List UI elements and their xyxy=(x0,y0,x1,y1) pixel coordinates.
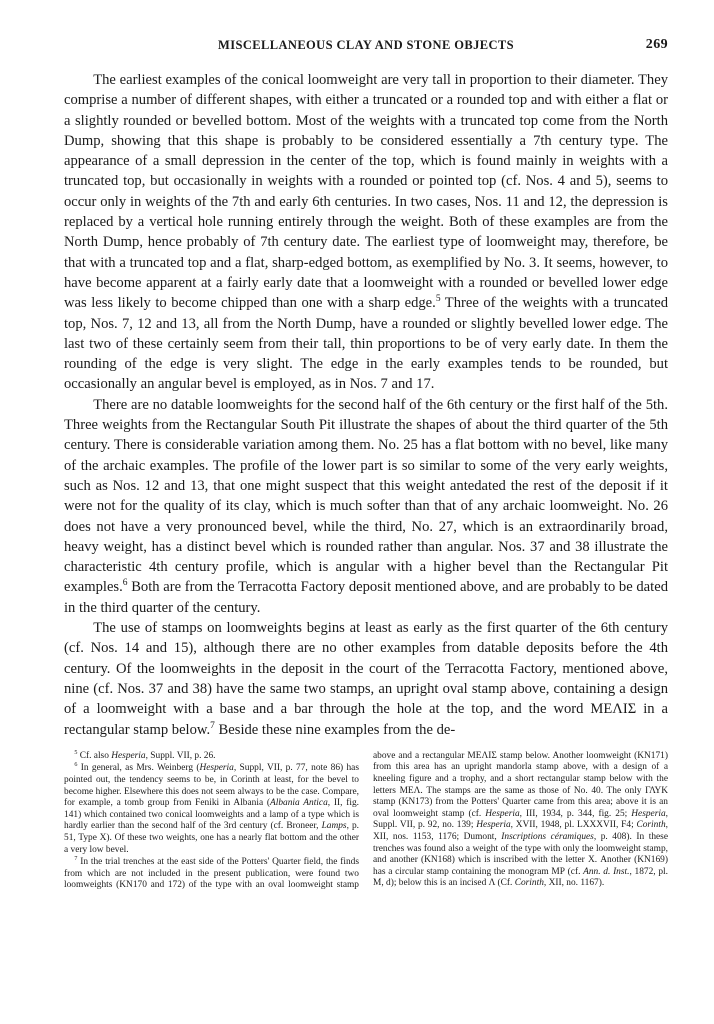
text-run: , Suppl. VII, p. 26. xyxy=(145,750,216,761)
footnote-marker: 5 xyxy=(74,749,78,756)
text-run: Beside these nine examples from the de- xyxy=(214,721,456,738)
italic-text: Corinth xyxy=(514,878,544,889)
text-run: , III, 1934, p. 344, fig. 25; xyxy=(519,808,632,819)
footnote-marker: 7 xyxy=(74,856,78,863)
text-run: , XII, nos. 1153, 1176; Dumont, xyxy=(373,820,668,842)
footnote-marker: 7 xyxy=(210,720,215,731)
text-run: The use of stamps on loomweights begins at least as early as the first quarter of the 6th century (cf. Nos. 14 and 15), although there are no other examples from datable deposits before the 4th century. Of the loomweights in the deposit in the court of the Terracotta Factory, mentioned above, nine (cf. Nos. 37 and 38) have the same two stamps, an upright oval stamp above, containing a design of a loomweight with a base and a bar through the hole at the top, and the word ΜΕΛΙΣ in a rectangular stamp below. xyxy=(64,620,668,738)
running-header xyxy=(64,38,668,58)
italic-text: Hesperia xyxy=(199,763,234,774)
text-run: In the trial trenches at the east side of the Potters' Quarter field, the finds from which are not included in the present publication, were found two loomweights (KN170 and 172) of the type with an oval loomweight stamp above and a rectangular ΜΕΛΙΣ stamp below. Another loomweight (KN171) from this area has an upright mandorla stamp above, with a design of a kneeling figure and a trophy, and a short rectangular stamp below with the letters ΜΕΛ. The stamps are the same as those of No. 40. The only ΓΛΥΚ stamp (KN173) from the Potters' Quarter came from this area; above it is an oval loomweight stamp (cf. xyxy=(64,750,668,891)
footnote xyxy=(64,763,359,856)
footnote-marker: 5 xyxy=(435,294,441,305)
text-run: The earliest examples of the conical loomweight are very tall in proportion to their diameter. They comprise a number of different shapes, with either a truncated or a rounded top and with either a flat or a slightly rounded or bevelled bottom. Most of the weights with a truncated top come from the North Dump, showing that this shape is probably to be considered essentially a 7th century type. The appearance of a small depression in the center of the top, which is found mainly in weights with a truncated top, but occasionally in weights with a rounded or pointed top (cf. Nos. 4 and 5), seems to occur only in weights of the 7th and early 6th centuries. In two cases, Nos. 11 and 12, the depression is replaced by a vertical hole running entirely through the weight. Both of these examples are from the North Dump, hence probably of 7th century date. The earliest type of loomweight may, therefore, be that with a truncated top and a flat, sharp-edged bottom, as exemplified by No. 3. It seems, however, to have become apparent at a fairly early date that a loomweight with a rounded or bevelled lower edge was less likely to become chipped than one with a sharp edge. xyxy=(64,72,668,312)
running-title: MISCELLANEOUS CLAY AND STONE OBJECTS xyxy=(218,38,514,52)
italic-text: Corinth xyxy=(636,820,666,831)
italic-text: Hesperia xyxy=(111,750,146,761)
text-run: Three of the weights with a truncated top, Nos. 7, 12 and 13, all from the North Dump, have a rounded or slightly bevelled lower edge. The last two of these certainly seem from their tall, thin proportions to be of very early date. In them the rounding of the edge is very slight. The edge in the early examples tends to be rounded, but occasionally an angular bevel is employed, as in Nos. 7 and 17. xyxy=(64,295,669,393)
body-text xyxy=(64,70,668,740)
paragraph xyxy=(64,70,668,395)
text-run: , p. 408). In these trenches was found also a weight of the type with only the loomweight stamp, and another (KN168) which is inscribed with the letter Χ. Another (KN169) has a circular stamp containing the monogram ΜΡ (cf. xyxy=(373,831,668,877)
italic-text: Albania Antica xyxy=(270,798,328,809)
text-run: , Suppl. VII, p. 92, no. 139; xyxy=(373,808,668,831)
footnote-marker: 6 xyxy=(74,762,78,769)
italic-text: Hesperia xyxy=(476,820,511,831)
italic-text: Ann. d. Inst. xyxy=(583,866,630,877)
footnote-marker: 6 xyxy=(122,578,128,589)
text-run: , p. 51, Type X). Of these two weights, one has a nearly flat bottom and the other a very low bevel. xyxy=(64,821,360,855)
italic-text: Inscriptions céramiques xyxy=(501,831,594,842)
document-page xyxy=(64,38,668,892)
text-run: , Suppl, VII, p. 77, note 86) has pointed out, the tendency seems to be, in Corinth at least, for the bevel to become higher. Elsewhere this does not seem always to be the case. Compare, for example, a tomb group from Feniki in Albania ( xyxy=(64,763,359,809)
footnote xyxy=(64,751,359,763)
text-run: Cf. also xyxy=(77,750,112,761)
text-run: , XII, no. 1167). xyxy=(543,878,605,889)
footnotes xyxy=(64,751,668,892)
paragraph xyxy=(64,395,668,618)
text-run: There are no datable loomweights for the second half of the 6th century or the first half of the 5th. Three weights from the Rectangular South Pit illustrate the shapes of about the third quarter of the 5th century. There is considerable variation among them. No. 25 has a flat bottom with no bevel, like many of the archaic examples. The profile of the lower part is so similar to some of the very early weights, such as Nos. 12 and 13, that one might suspect that this weight antedated the rest of the deposit if it were not for the quality of its clay, which is much softer than that of any archaic loomweight. No. 26 does not have a very pronounced bevel, while the third, No. 27, which is an extraordinarily broad, heavy weight, has a distinct bevel which is rounded rather than angular. Nos. 37 and 38 illustrate the characteristic 4th century profile, which is angular with a higher bevel than the Rectangular Pit examples. xyxy=(64,396,668,596)
page-number: 269 xyxy=(645,37,668,52)
text-run: In general, as Mrs. Weinberg ( xyxy=(77,763,200,774)
paragraph xyxy=(64,618,668,740)
text-run: , 1872, pl. M, d); below this is an incised Λ (Cf. xyxy=(373,866,669,889)
text-run: , XVII, 1948, pl. LXXXVII, F4; xyxy=(510,820,637,831)
italic-text: Hesperia xyxy=(631,808,666,819)
text-run: Both are from the Terracotta Factory deposit mentioned above, and are probably to be dated in the third quarter of the century. xyxy=(64,579,668,616)
italic-text: Hesperia xyxy=(485,808,520,819)
text-run: , II, fig. 141) which contained two conical loomweights and a lamp of a type which is hardly earlier than the second half of the 3rd century (cf. Broneer, xyxy=(64,798,359,832)
italic-text: Lamps xyxy=(321,821,347,832)
